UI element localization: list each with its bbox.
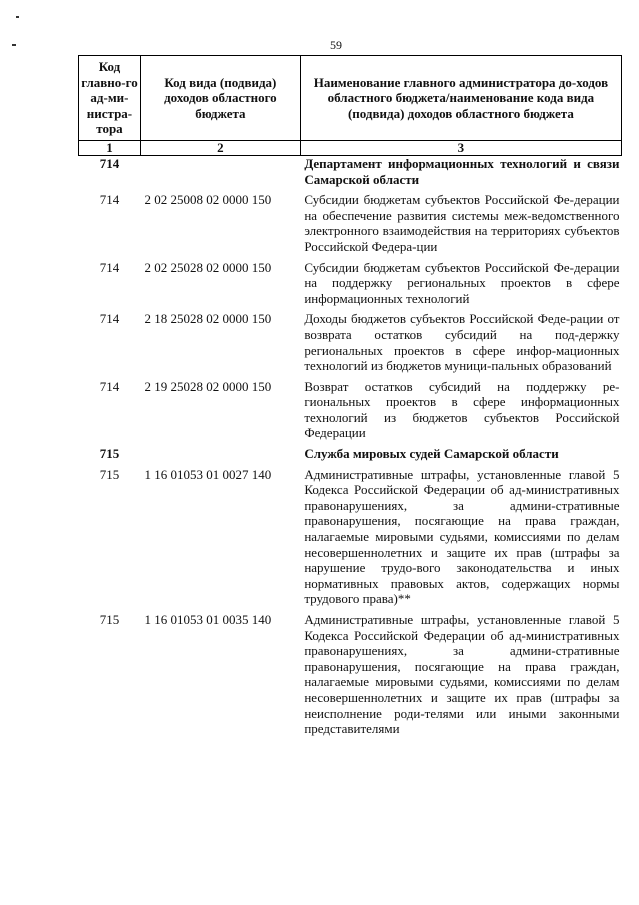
income-code-cell: 2 19 25028 02 0000 150 xyxy=(144,378,272,394)
column-number: 1 xyxy=(79,140,141,155)
table-row xyxy=(79,311,622,378)
column-number: 2 xyxy=(140,140,300,155)
income-code-cell: 2 02 25008 02 0000 150 xyxy=(144,192,272,208)
name-cell: Возврат остатков субсидий на поддержку ре-гиональных проектов в сфере информационных технологий из бюджетов субъектов Российской Федерации xyxy=(304,378,620,441)
column-number-row xyxy=(79,140,622,155)
page-number: 59 xyxy=(330,38,342,52)
income-code-cell xyxy=(140,446,300,467)
scan-mark xyxy=(12,44,16,46)
admin-code-cell: 714 xyxy=(99,192,120,208)
name-cell: Доходы бюджетов субъектов Российской Феде-рации от возврата остатков субсидий на под-держку региональных проектов в сфере инфор-мационных технологий из бюджетов муници-пальных образований xyxy=(304,311,620,374)
admin-code-cell: 714 xyxy=(99,378,120,394)
admin-code-cell: 714 xyxy=(99,259,120,275)
income-code-cell: 1 16 01053 01 0027 140 xyxy=(144,466,272,482)
column-number: 3 xyxy=(300,140,621,155)
name-cell: Административные штрафы, установленные главой 5 Кодекса Российской Федерации об ад-министративных правонарушениях, за админи-стративные правонарушения, посягающие на права граждан, налагаемые мировыми судьями, комиссиями по делам несовершеннолетних и защите их прав (штрафы за нарушение трудо-вого законодательства и иных нормативных правовых актов, содержащих нормы трудового права)** xyxy=(304,466,620,607)
income-codes-table xyxy=(78,55,622,742)
table-row xyxy=(79,467,622,612)
header-admin-code: Код главно-го ад-ми-нистра-тора xyxy=(79,56,141,141)
admin-code-cell: 715 xyxy=(99,612,120,627)
scan-mark xyxy=(16,16,19,18)
table-row xyxy=(79,192,622,259)
table-row xyxy=(79,612,622,742)
table-section-row xyxy=(79,446,622,467)
table-row xyxy=(79,260,622,312)
income-code-cell: 2 02 25028 02 0000 150 xyxy=(144,259,272,275)
name-cell: Субсидии бюджетам субъектов Российской Фе-дерации на поддержку региональных проектов в сфере информационных технологий xyxy=(304,259,620,306)
admin-code-cell: 715 xyxy=(99,446,120,462)
table-header-row xyxy=(79,56,622,141)
name-cell: Административные штрафы, установленные главой 5 Кодекса Российской Федерации об ад-министративных правонарушениях, за админи-стративные правонарушения, посягающие на права граждан, налагаемые мировыми судьями, комиссиями по делам несовершеннолетних и защите их прав (штрафы за неисполнение роди-телями или иными законными представителями xyxy=(304,612,620,737)
admin-code-cell: 715 xyxy=(99,466,120,482)
income-code-cell xyxy=(140,155,300,192)
admin-code-cell: 714 xyxy=(99,155,120,171)
admin-code-cell: 714 xyxy=(99,311,120,327)
header-income-code: Код вида (подвида) доходов областного бюджета xyxy=(140,56,300,141)
name-cell: Субсидии бюджетам субъектов Российской Фе-дерации на обеспечение развития системы меж-ведомственного электронного взаимодействия на территориях субъектов Российской Федера-ции xyxy=(304,192,620,254)
name-cell: Служба мировых судей Самарской области xyxy=(304,446,559,462)
income-code-cell: 2 18 25028 02 0000 150 xyxy=(144,311,272,327)
table-section-row xyxy=(79,155,622,192)
income-code-cell: 1 16 01053 01 0035 140 xyxy=(144,612,272,627)
header-name: Наименование главного администратора до-ходов областного бюджета/наименование кода вида (подвида) доходов областного бюджета xyxy=(300,56,621,141)
table-row xyxy=(79,379,622,446)
name-cell: Департамент информационных технологий и связи Самарской области xyxy=(304,155,620,187)
